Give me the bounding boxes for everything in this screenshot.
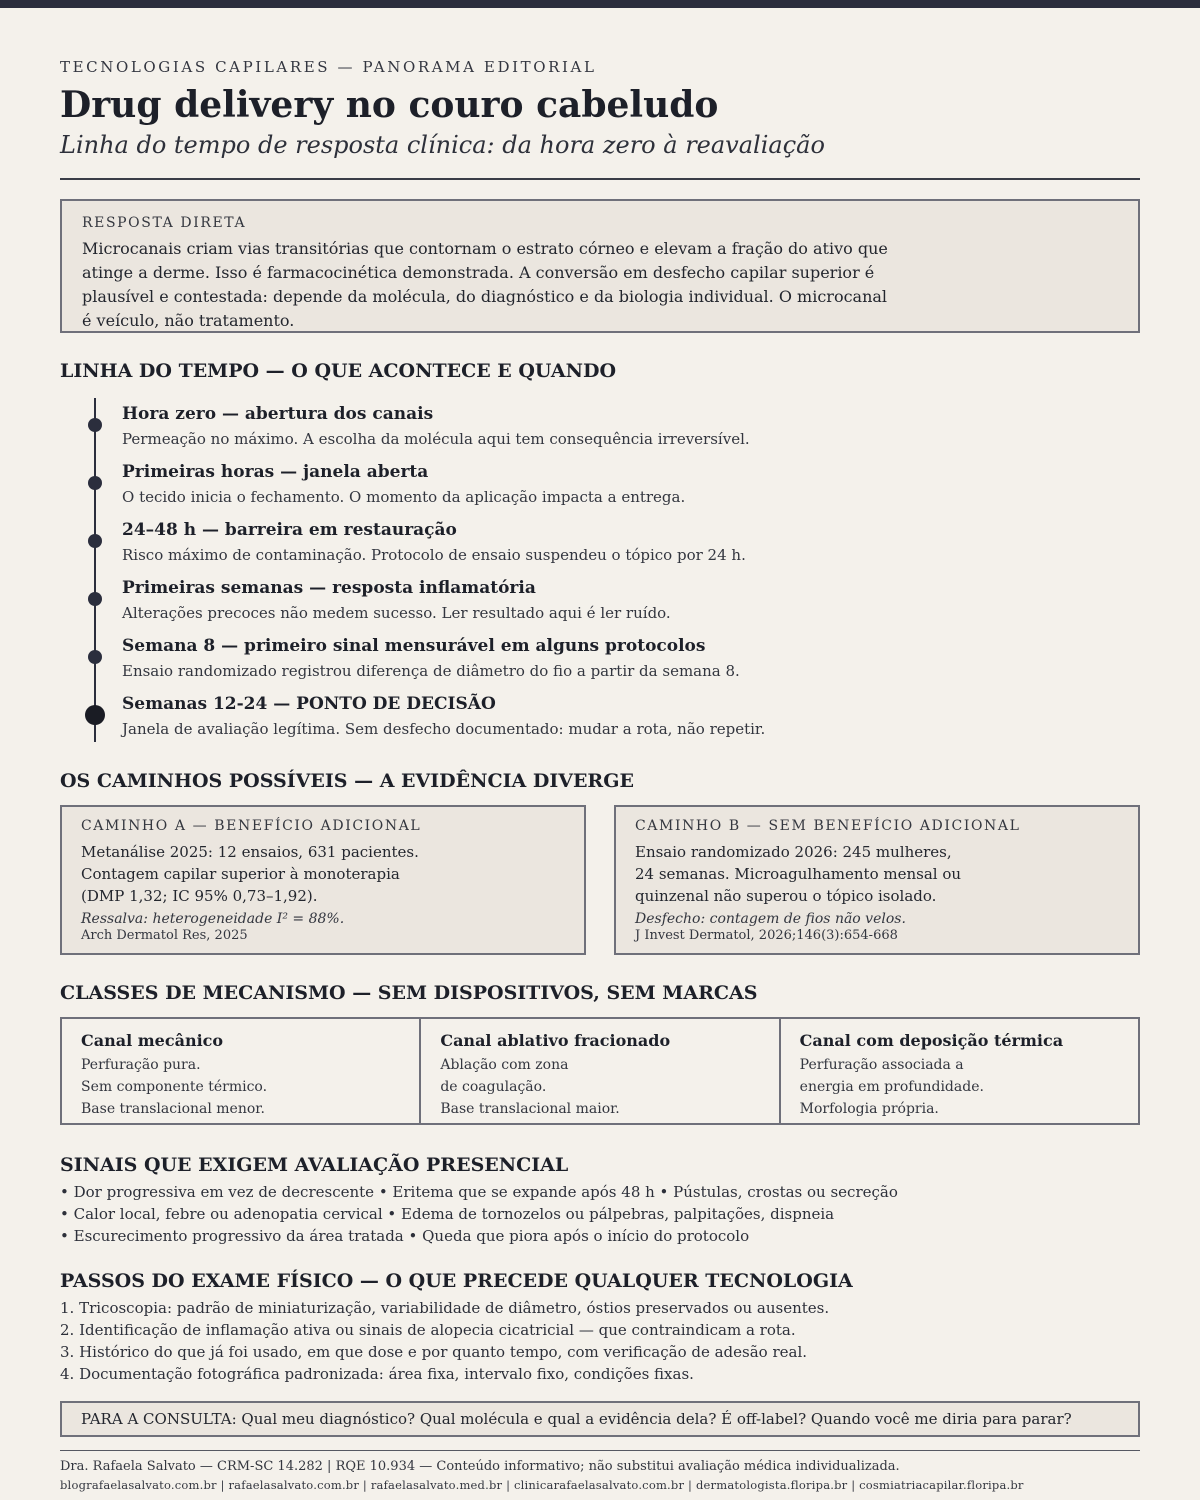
timeline-dot-icon <box>88 418 102 432</box>
timeline-item-desc: Permeação no máximo. A escolha da molécula aqui tem consequência irreversível. <box>122 430 750 448</box>
class-cell <box>781 1019 1138 1123</box>
timeline-item <box>60 402 1060 458</box>
paths-heading: OS CAMINHOS POSSÍVEIS — A EVIDÊNCIA DIVERGE <box>60 770 634 792</box>
exam-step: 4. Documentação fotográfica padronizada: área fixa, intervalo fixo, condições fixas. <box>60 1365 694 1383</box>
classes-heading: CLASSES DE MECANISMO — SEM DISPOSITIVOS, SEM MARCAS <box>60 982 758 1004</box>
timeline-item-title: Primeiras semanas — resposta inflamatória <box>122 578 536 598</box>
path-b-label: CAMINHO B — SEM BENEFÍCIO ADICIONAL <box>635 818 1021 834</box>
timeline-decision-dot-icon <box>85 705 105 725</box>
path-a-card <box>60 805 586 955</box>
path-a-caveat: Ressalva: heterogeneidade I² = 88%. <box>81 911 345 927</box>
timeline-item-title: 24–48 h — barreira em restauração <box>122 520 457 540</box>
class-cell <box>62 1019 421 1123</box>
answer-line: é veículo, não tratamento. <box>82 311 295 330</box>
timeline-heading: LINHA DO TEMPO — O QUE ACONTECE E QUANDO <box>60 360 617 382</box>
class-line: Base translacional maior. <box>440 1101 620 1117</box>
path-a-label: CAMINHO A — BENEFÍCIO ADICIONAL <box>81 818 422 834</box>
signs-line: • Escurecimento progressivo da área tratada • Queda que piora após o início do protocolo <box>60 1227 750 1245</box>
timeline-item-desc: O tecido inicia o fechamento. O momento da aplicação impacta a entrega. <box>122 488 686 506</box>
timeline-item-desc: Ensaio randomizado registrou diferença de diâmetro do fio a partir da semana 8. <box>122 662 740 680</box>
class-line: Ablação com zona <box>440 1057 569 1073</box>
answer-line: plausível e contestada: depende da molécula, do diagnóstico e da biologia individual. O microcanal <box>82 287 888 306</box>
signs-line: • Calor local, febre ou adenopatia cervical • Edema de tornozelos ou pálpebras, palpitações, dispneia <box>60 1205 835 1223</box>
footer-divider <box>60 1450 1140 1451</box>
path-a-line: Contagem capilar superior à monoterapia <box>81 865 400 883</box>
page-subtitle: Linha do tempo de resposta clínica: da hora zero à reavaliação <box>60 131 825 159</box>
class-line: energia em profundidade. <box>799 1079 984 1095</box>
timeline-item-decision <box>60 692 1060 748</box>
timeline-dot-icon <box>88 476 102 490</box>
class-line: Base translacional menor. <box>81 1101 265 1117</box>
class-title: Canal com deposição térmica <box>799 1031 1064 1050</box>
timeline-item-desc: Risco máximo de contaminação. Protocolo de ensaio suspendeu o tópico por 24 h. <box>122 546 746 564</box>
path-b-outcome: Desfecho: contagem de fios não velos. <box>635 911 906 927</box>
class-cell <box>421 1019 780 1123</box>
kicker: TECNOLOGIAS CAPILARES — PANORAMA EDITORIAL <box>60 58 597 76</box>
exam-heading: PASSOS DO EXAME FÍSICO — O QUE PRECEDE QUALQUER TECNOLOGIA <box>60 1270 853 1292</box>
timeline-item-title: Primeiras horas — janela aberta <box>122 462 429 482</box>
timeline-item-desc: Janela de avaliação legítima. Sem desfecho documentado: mudar a rota, não repetir. <box>122 720 766 738</box>
timeline <box>60 398 1140 744</box>
timeline-dot-icon <box>88 534 102 548</box>
timeline-item <box>60 634 1060 690</box>
direct-answer-box <box>60 199 1140 333</box>
mechanism-classes-table <box>60 1017 1140 1125</box>
page-title: Drug delivery no couro cabeludo <box>60 84 719 126</box>
class-line: Perfuração associada a <box>799 1057 964 1073</box>
path-b-line: 24 semanas. Microagulhamento mensal ou <box>635 865 962 883</box>
path-b-text <box>635 841 1119 907</box>
footer-links: blografaelasalvato.com.br | rafaelasalvato.com.br | rafaelasalvato.med.br | clinicarafaelasalvato.com.br | dermatologista.floripa.br | cosmiatriacapilar.floripa.br <box>60 1478 1024 1492</box>
class-title: Canal ablativo fracionado <box>440 1031 671 1050</box>
timeline-dot-icon <box>88 650 102 664</box>
path-b-line: quinzenal não superou o tópico isolado. <box>635 887 937 905</box>
class-line: Perfuração pura. <box>81 1057 201 1073</box>
signs-line: • Dor progressiva em vez de decrescente • Eritema que se expande após 48 h • Pústulas, crostas ou secreção <box>60 1183 898 1201</box>
exam-step: 2. Identificação de inflamação ativa ou sinais de alopecia cicatricial — que contraindicam a rota. <box>60 1321 796 1339</box>
path-a-source: Arch Dermatol Res, 2025 <box>81 928 248 943</box>
class-title: Canal mecânico <box>81 1031 224 1050</box>
timeline-item-title: Semanas 12-24 — PONTO DE DECISÃO <box>122 694 496 714</box>
direct-answer-label: RESPOSTA DIRETA <box>82 215 247 231</box>
path-b-card <box>614 805 1140 955</box>
consult-questions-box: PARA A CONSULTA: Qual meu diagnóstico? Qual molécula e qual a evidência dela? É off-label? Quando você me diria para parar? <box>60 1401 1140 1437</box>
timeline-item <box>60 576 1060 632</box>
exam-step: 1. Tricoscopia: padrão de miniaturização, variabilidade de diâmetro, óstios preservados ou ausentes. <box>60 1299 830 1317</box>
timeline-item-title: Semana 8 — primeiro sinal mensurável em alguns protocolos <box>122 636 706 656</box>
path-a-line: (DMP 1,32; IC 95% 0,73–1,92). <box>81 887 318 905</box>
header-divider <box>60 178 1140 180</box>
path-a-text <box>81 841 565 907</box>
signs-heading: SINAIS QUE EXIGEM AVALIAÇÃO PRESENCIAL <box>60 1154 569 1176</box>
path-a-line: Metanálise 2025: 12 ensaios, 631 pacientes. <box>81 843 419 861</box>
timeline-item-desc: Alterações precoces não medem sucesso. Ler resultado aqui é ler ruído. <box>122 604 671 622</box>
footer-credit: Dra. Rafaela Salvato — CRM-SC 14.282 | RQE 10.934 — Conteúdo informativo; não substitui avaliação médica individualizada. <box>60 1459 900 1474</box>
answer-line: atinge a derme. Isso é farmacocinética demonstrada. A conversão em desfecho capilar superior é <box>82 263 875 282</box>
answer-line: Microcanais criam vias transitórias que contornam o estrato córneo e elevam a fração do ativo que <box>82 239 888 258</box>
direct-answer-text <box>82 237 942 333</box>
top-accent-bar <box>0 0 1200 8</box>
path-b-line: Ensaio randomizado 2026: 245 mulheres, <box>635 843 952 861</box>
timeline-item-title: Hora zero — abertura dos canais <box>122 404 434 424</box>
timeline-item <box>60 518 1060 574</box>
class-line: Sem componente térmico. <box>81 1079 268 1095</box>
timeline-item <box>60 460 1060 516</box>
exam-step: 3. Histórico do que já foi usado, em que dose e por quanto tempo, com verificação de adesão real. <box>60 1343 808 1361</box>
class-line: Morfologia própria. <box>799 1101 939 1117</box>
path-b-source: J Invest Dermatol, 2026;146(3):654-668 <box>635 928 898 943</box>
class-line: de coagulação. <box>440 1079 547 1095</box>
timeline-dot-icon <box>88 592 102 606</box>
